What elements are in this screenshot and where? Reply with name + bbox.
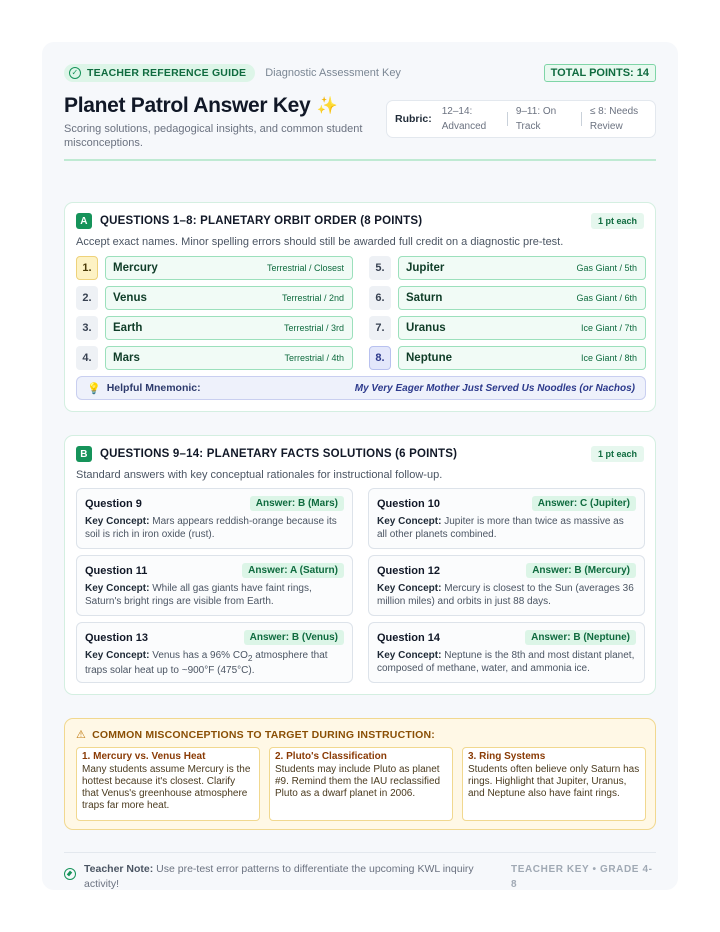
key-concept-text: Neptune is the 8th and most distant planet, composed of methane, water, and ammonia ice. [377, 650, 635, 674]
page-title-text: Planet Patrol Answer Key [64, 94, 311, 117]
section-title: QUESTIONS 1–8: PLANETARY ORBIT ORDER (8 POINTS) [100, 215, 423, 227]
answer-badge: Answer: A (Saturn) [242, 563, 344, 578]
points-badge: 1 pt each [591, 446, 644, 462]
section-letter-badge: A [76, 213, 92, 229]
answer-number: 7. [369, 316, 391, 340]
planet-name: Venus [113, 292, 147, 304]
question-name: Question 11 [85, 564, 148, 577]
misconception-card [76, 747, 260, 821]
misconception-card [269, 747, 453, 821]
answer-badge: Answer: B (Venus) [244, 630, 344, 645]
question-name: Question 10 [377, 497, 440, 510]
question-card-10 [368, 488, 645, 549]
answer-badge: Answer: B (Mercury) [526, 563, 636, 578]
assessment-subtag: Diagnostic Assessment Key [265, 67, 401, 79]
planet-type: Terrestrial / 2nd [281, 293, 344, 303]
page-footer [64, 852, 656, 892]
rubric-box [386, 100, 656, 138]
key-concept [85, 516, 344, 541]
answer-number: 8. [369, 346, 391, 370]
misconceptions-box [64, 718, 656, 830]
teacher-note-text: Use pre-test error patterns to differentiate the upcoming KWL inquiry activity! [84, 863, 474, 890]
mnemonic-box [76, 376, 646, 400]
section-note: Accept exact names. Minor spelling errors should still be awarded full credit on a diagnostic pre-test. [76, 236, 564, 248]
rubric-label: Rubric: [395, 113, 432, 125]
key-concept-text: Mercury is closest to the Sun (averages 36 million miles) and orbits in just 88 days. [377, 583, 634, 607]
check-circle-icon: ✓ [69, 67, 81, 79]
question-name: Question 14 [377, 631, 440, 644]
section-letter-badge: B [76, 446, 92, 462]
planet-answer-mars [105, 346, 353, 370]
grade-key-label: TEACHER KEY • GRADE 4-8 [511, 864, 653, 890]
planet-type: Ice Giant / 8th [580, 353, 637, 363]
planet-type: Gas Giant / 6th [576, 293, 637, 303]
mnemonic-text: My Very Eager Mother Just Served Us Noodles (or Nachos) [354, 382, 635, 394]
planet-name: Mercury [113, 262, 158, 274]
planet-type: Terrestrial / 3rd [283, 323, 344, 333]
section-note: Standard answers with key conceptual rationales for instructional follow-up. [76, 469, 443, 481]
key-concept-label: Key Concept: [377, 650, 442, 661]
planet-answer-saturn [398, 286, 646, 310]
lightbulb-icon: 💡 [87, 382, 101, 395]
planet-type: Gas Giant / 5th [576, 263, 637, 273]
page-subtitle: Scoring solutions, pedagogical insights, and common student misconceptions. [64, 123, 363, 149]
rubric-divider [507, 112, 508, 126]
question-card-13 [76, 622, 353, 683]
orbit-order-grid [76, 256, 646, 400]
question-card-9 [76, 488, 353, 549]
total-points-badge: TOTAL POINTS: 14 [544, 64, 656, 82]
points-badge: 1 pt each [591, 213, 644, 229]
rubric-item-advanced: 12–14: Advanced [441, 106, 487, 132]
misconception-title: 3. Ring Systems [468, 751, 546, 762]
key-concept-label: Key Concept: [85, 516, 150, 527]
rubric-item-needs-review: ≤ 8: Needs Review [589, 106, 639, 132]
answer-number: 4. [76, 346, 98, 370]
planet-answer-venus [105, 286, 353, 310]
key-concept [85, 583, 344, 608]
page-title [64, 94, 384, 118]
key-concept-label: Key Concept: [377, 516, 442, 527]
planet-name: Uranus [406, 322, 446, 334]
misconception-body: Students often believe only Saturn has rings. Highlight that Jupiter, Uranus, and Neptune also have faint rings. [468, 764, 640, 799]
misconceptions-title: COMMON MISCONCEPTIONS TO TARGET DURING INSTRUCTION: [92, 728, 435, 741]
section-orbit-order [64, 202, 656, 412]
key-concept [377, 516, 636, 541]
planet-type: Terrestrial / 4th [284, 353, 344, 363]
planet-answer-jupiter [398, 256, 646, 280]
co2-subscript: 2 [247, 653, 253, 663]
key-concept-label: Key Concept: [85, 583, 150, 594]
answer-badge: Answer: C (Jupiter) [532, 496, 636, 511]
answer-badge: Answer: B (Neptune) [525, 630, 636, 645]
planet-name: Earth [113, 322, 143, 334]
rubric-divider [581, 112, 582, 126]
mnemonic-label: Helpful Mnemonic: [106, 382, 201, 394]
sparkle-icon: ✨ [316, 96, 338, 115]
planet-answer-neptune [398, 346, 646, 370]
key-concept-label: Key Concept: [377, 583, 442, 594]
planet-answer-mercury [105, 256, 353, 280]
answer-number: 6. [369, 286, 391, 310]
key-concept-text: While all gas giants have faint rings, Saturn's bright rings are visible from Earth. [85, 583, 312, 607]
planet-answer-uranus [398, 316, 646, 340]
planet-name: Mars [113, 352, 140, 364]
question-name: Question 9 [85, 497, 142, 510]
key-concept-text: Jupiter is more than twice as massive as all other planets combined. [377, 516, 624, 540]
answer-badge: Answer: B (Mars) [250, 496, 344, 511]
header-top-row [64, 64, 656, 82]
planet-answer-earth [105, 316, 353, 340]
misconception-card [462, 747, 646, 821]
header-divider [64, 159, 656, 161]
answer-key-page [42, 42, 678, 890]
question-name: Question 12 [377, 564, 440, 577]
facts-grid [76, 488, 646, 683]
question-card-14 [368, 622, 645, 683]
key-concept [377, 650, 636, 675]
misconception-body: Many students assume Mercury is the hottest because it's closest. Clarify that Venus's greenhouse atmosphere traps far more heat. [82, 764, 251, 811]
planet-name: Jupiter [406, 262, 445, 274]
teacher-note [64, 862, 484, 892]
key-concept-text: Venus has a 96% CO [152, 650, 248, 661]
key-concept [85, 650, 344, 677]
key-concept-label: Key Concept: [85, 650, 150, 661]
answer-number: 2. [76, 286, 98, 310]
planet-type: Ice Giant / 7th [580, 323, 637, 333]
misconception-body: Students may include Pluto as planet #9. Remind them the IAU reclassified Pluto as a dwarf planet in 2006. [275, 764, 441, 799]
teacher-note-label: Teacher Note: [84, 863, 154, 875]
compass-icon [64, 868, 76, 880]
guide-badge [64, 64, 255, 82]
guide-badge-label: TEACHER REFERENCE GUIDE [87, 67, 247, 79]
planet-type: Terrestrial / Closest [266, 263, 344, 273]
answer-number: 1. [76, 256, 98, 280]
answer-number: 3. [76, 316, 98, 340]
key-concept [377, 583, 636, 608]
answer-number: 5. [369, 256, 391, 280]
key-concept-text: Mars appears reddish-orange because its soil is rich in iron oxide (rust). [85, 516, 337, 540]
question-name: Question 13 [85, 631, 148, 644]
section-title: QUESTIONS 9–14: PLANETARY FACTS SOLUTIONS (6 POINTS) [100, 448, 458, 460]
planet-name: Neptune [406, 352, 452, 364]
misconception-title: 2. Pluto's Classification [275, 751, 387, 762]
misconception-title: 1. Mercury vs. Venus Heat [82, 751, 206, 762]
key-concept-text-cont: atmosphere that traps solar heat up to ~900°F (475°C). [85, 650, 328, 676]
rubric-item-on-track: 9–11: On Track [515, 106, 557, 132]
planet-name: Saturn [406, 292, 443, 304]
question-card-12 [368, 555, 645, 616]
warning-icon: ⚠ [76, 729, 87, 741]
section-planetary-facts [64, 435, 656, 695]
question-card-11 [76, 555, 353, 616]
